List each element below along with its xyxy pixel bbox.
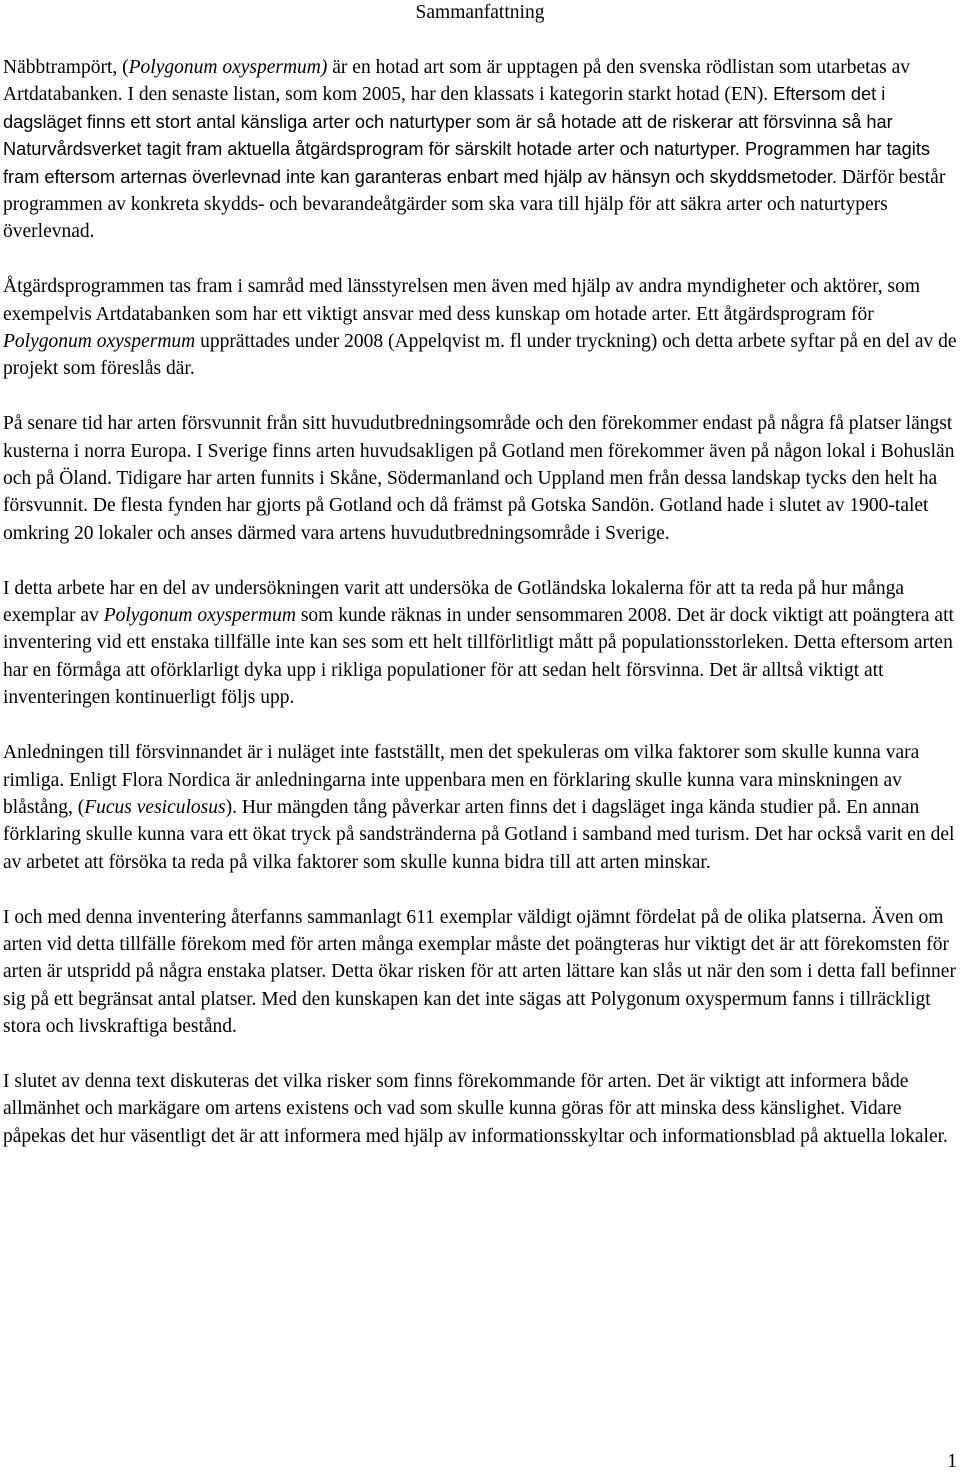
paragraph-5 — [3, 739, 957, 876]
species-name-italic: Polygonum oxyspermum — [103, 605, 296, 627]
text-run: I och med denna inventering återfanns sammanlagt 611 exemplar väldigt ojämnt fördelat på de olika platserna. Även om arten vid detta tillfälle förekom med för arten många exemplar måste det poängteras hur viktigt det är att förekomsten för arten är utspridd på några enstaka platser. Detta ökar risken för att arten lättare kan slås ut när den som i detta fall befinner sig på ett begränsat antal platser. Med den kunskapen kan det inte sägas att Polygonum oxyspermum fanns i tillräckligt stora och livskraftiga bestånd. — [3, 906, 956, 1038]
sans-text-run: Eftersom det i dagsläget finns ett stort antal känsliga arter och naturtyper som är så hotade att de riskerar att försvinna så har Naturvårdsverket tagit fram aktuella åtgärdsprogram för särskilt hotade arter och naturtyper. Programmen har tagits fram eftersom arternas överlevnad inte kan garanteras enbart med hjälp av hänsyn och skyddsmetoder. — [3, 84, 930, 187]
text-run: Åtgärdsprogrammen tas fram i samråd med länsstyrelsen men även med hjälp av andra myndigheter och aktörer, som exempelvis Artdatabanken som har ett viktigt ansvar med dess kunskap om hotade arter. Ett åtgärdsprogram för — [3, 276, 921, 325]
text-run: Näbbtrampört, ( — [3, 57, 129, 78]
paragraph-6 — [3, 904, 957, 1041]
page-number: 1 — [947, 1451, 957, 1472]
document-body — [3, 54, 957, 1178]
text-run: På senare tid har arten försvunnit från sitt huvudutbredningsområde och den förekommer endast på några få platser längst kusterna i norra Europa. I Sverige finns arten huvudsakligen på Gotland men förekommer även på någon lokal i Bohuslän och på Öland. Tidigare har arten funnits i Skåne, Södermanland och Uppland men från dessa landskap tycks den helt ha försvunnit. De flesta fynden har gjorts på Gotland och då främst på Gotska Sandön. Gotland hade i slutet av 1900-talet omkring 20 lokaler och anses därmed vara artens huvudutbredningsområde i Sverige. — [3, 413, 955, 544]
paragraph-7 — [3, 1068, 957, 1150]
species-name-italic: Polygonum oxyspermum) — [128, 57, 328, 78]
text-run: I detta arbete har en del av undersökningen varit att undersöka de Gotländska lokalerna för att ta reda på hur många exemplar av — [3, 577, 904, 627]
text-run: som kunde räknas in under sensommaren 2008. Det är dock viktigt att poängtera att inventering vid ett enstaka tillfälle inte kan ses som ett helt tillförlitligt mått på populationsstorleken. Detta eftersom arten har en förmåga att oförklarligt dyka upp i rikliga populationer för att sedan helt försvinna. Det är alltså viktigt att inventeringen kontinuerligt följs upp. — [3, 605, 954, 709]
text-run: ). Hur mängden tång påverkar arten finns det i dagsläget inga kända studier på. En annan förklaring skulle kunna vara ett ökat tryck på sandstränderna på Gotland i samband med turism. Det har också varit en del av arbetet att försöka ta reda på vilka faktorer som skulle kunna bidra till att arten minskar. — [3, 796, 955, 873]
paragraph-3 — [3, 410, 957, 547]
page-title: Sammanfattning — [415, 2, 545, 23]
text-run: upprättades under 2008 (Appelqvist m. fl under tryckning) och detta arbete syftar på en del av de projekt som föreslås där. — [3, 331, 957, 380]
paragraph-2 — [3, 273, 957, 383]
paragraph-1 — [3, 54, 957, 246]
text-run: I slutet av denna text diskuteras det vilka risker som finns förekommande för arten. Det är viktigt att informera både allmänhet och markägare om artens existens och vad som skulle kunna göras för att minska dess känslighet. Vidare påpekas det hur väsentligt det är att informera med hjälp av informationsskyltar och informationsblad på aktuella lokaler. — [3, 1070, 948, 1147]
paragraph-4 — [3, 575, 957, 712]
text-run: är en hotad art som är upptagen på den svenska rödlistan som utarbetas av Artdatabanken. I den senaste listan, som kom 2005, har den klassats i kategorin starkt hotad (EN). — [3, 57, 911, 106]
species-name-italic: Polygonum oxyspermum — [3, 331, 196, 353]
text-run: Därför består programmen av konkreta skydds- och bevarandeåtgärder som ska vara till hjälp för att säkra arter och naturtypers överlevnad. — [3, 166, 946, 243]
species-name-italic: Fucus vesiculosus — [84, 796, 226, 818]
text-run: Anledningen till försvinnandet är i nuläget inte fastställt, men det spekuleras om vilka faktorer som skulle kunna vara rimliga. Enligt Flora Nordica är anledningarna inte uppenbara men en förklaring skulle kunna vara minskningen av blåstång, ( — [3, 742, 920, 818]
